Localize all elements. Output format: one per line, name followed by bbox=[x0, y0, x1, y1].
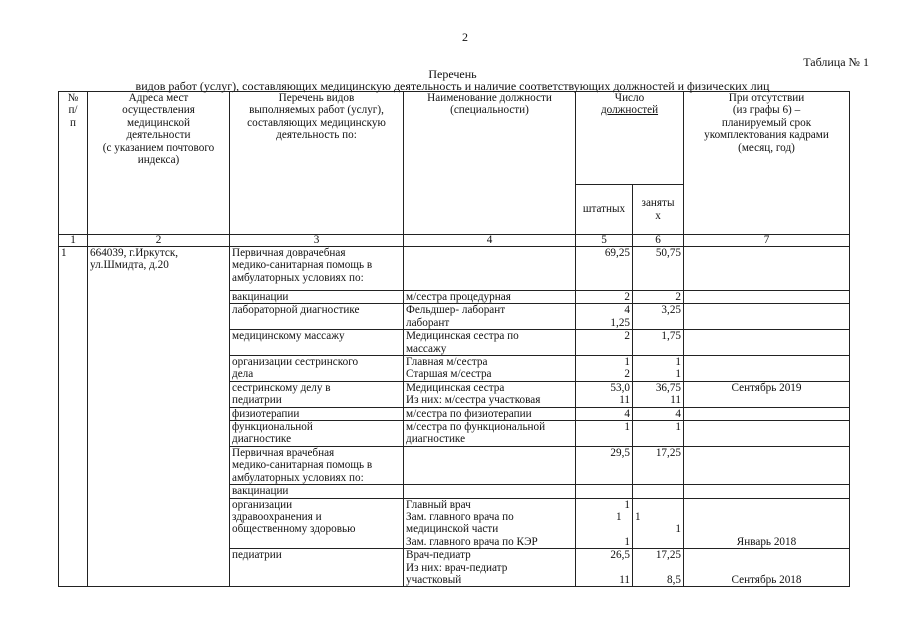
works-cell: физиотерапии bbox=[230, 407, 404, 420]
staff-cell: 1 2 bbox=[576, 356, 633, 382]
occupied-cell: 36,75 11 bbox=[633, 381, 684, 407]
column-number: 6 bbox=[633, 235, 684, 247]
column-number: 1 bbox=[59, 235, 88, 247]
works-cell: организации сестринского дела bbox=[230, 356, 404, 382]
header-occupied: заняты х bbox=[633, 185, 684, 235]
occupied-cell: 50,75 bbox=[633, 247, 684, 291]
occupied-cell: 3,25 bbox=[633, 304, 684, 330]
position-cell: Медицинская сестра Из них: м/сестра участковая bbox=[404, 381, 576, 407]
staff-cell: 4 1,25 bbox=[576, 304, 633, 330]
column-number: 3 bbox=[230, 235, 404, 247]
header-staff: штатных bbox=[576, 185, 633, 235]
term-cell bbox=[684, 446, 850, 484]
term-cell bbox=[684, 356, 850, 382]
position-cell: Врач-педиатр Из них: врач-педиатр участковый bbox=[404, 549, 576, 587]
staff-cell: 29,5 bbox=[576, 446, 633, 484]
staff-cell: 53,0 11 bbox=[576, 381, 633, 407]
term-cell: Сентябрь 2018 bbox=[684, 549, 850, 587]
term-cell bbox=[684, 247, 850, 291]
position-cell: Главная м/сестра Старшая м/сестра bbox=[404, 356, 576, 382]
occupied-cell: 2 bbox=[633, 291, 684, 304]
table-row bbox=[59, 247, 850, 291]
occupied-cell: 4 bbox=[633, 407, 684, 420]
staff-cell: 1 1 1 bbox=[576, 498, 633, 549]
occupied-cell: 17,25 8,5 bbox=[633, 549, 684, 587]
occupied-cell: 1,75 bbox=[633, 330, 684, 356]
column-number: 2 bbox=[88, 235, 230, 247]
occupied-cell bbox=[633, 485, 684, 498]
header-count-group: Число должностей bbox=[576, 92, 684, 185]
position-cell bbox=[404, 446, 576, 484]
header-position: Наименование должности (специальности) bbox=[404, 92, 576, 235]
works-cell: функциональной диагностике bbox=[230, 421, 404, 447]
header-works: Перечень видов выполняемых работ (услуг), составляющих медицинскую деятельность по: bbox=[230, 92, 404, 235]
term-cell bbox=[684, 485, 850, 498]
header-absent: При отсутствии (из графы 6) – планируемый срок укомплектования кадрами (месяц, год) bbox=[684, 92, 850, 235]
works-cell: педиатрии bbox=[230, 549, 404, 587]
staff-cell: 1 bbox=[576, 421, 633, 447]
term-cell bbox=[684, 291, 850, 304]
position-cell bbox=[404, 485, 576, 498]
staff-cell: 26,5 11 bbox=[576, 549, 633, 587]
staff-cell: 2 bbox=[576, 330, 633, 356]
works-cell: Первичная доврачебная медико-санитарная помощь в амбулаторных условиях по: bbox=[230, 247, 404, 291]
page-number: 2 bbox=[462, 30, 468, 44]
column-number: 4 bbox=[404, 235, 576, 247]
staffing-table bbox=[58, 91, 850, 587]
header-num: № п/ п bbox=[59, 92, 88, 235]
column-number: 5 bbox=[576, 235, 633, 247]
table-label: Таблица № 1 bbox=[803, 55, 869, 69]
term-cell: Январь 2018 bbox=[684, 498, 850, 549]
staff-cell: 69,25 bbox=[576, 247, 633, 291]
occupied-cell: 1 1 bbox=[633, 356, 684, 382]
works-cell: Первичная врачебная медико-санитарная помощь в амбулаторных условиях по: bbox=[230, 446, 404, 484]
staff-cell bbox=[576, 485, 633, 498]
occupied-cell: 1 bbox=[633, 421, 684, 447]
term-cell: Сентябрь 2019 bbox=[684, 381, 850, 407]
position-cell: м/сестра по физиотерапии bbox=[404, 407, 576, 420]
works-cell: вакцинации bbox=[230, 485, 404, 498]
works-cell: медицинскому массажу bbox=[230, 330, 404, 356]
works-cell: организации здравоохранения и общественному здоровью bbox=[230, 498, 404, 549]
row-number: 1 bbox=[59, 247, 88, 587]
document-subtitle: видов работ (услуг), составляющих медицинскую деятельность и наличие соответствующих должностей и физических лиц bbox=[135, 79, 770, 93]
address-cell: 664039, г.Иркутск, ул.Шмидта, д.20 bbox=[88, 247, 230, 587]
staff-cell: 2 bbox=[576, 291, 633, 304]
term-cell bbox=[684, 421, 850, 447]
position-cell: м/сестра по функциональной диагностике bbox=[404, 421, 576, 447]
position-cell bbox=[404, 247, 576, 291]
staff-cell: 4 bbox=[576, 407, 633, 420]
position-cell: Главный врач Зам. главного врача по медицинской части Зам. главного врача по КЭР bbox=[404, 498, 576, 549]
position-cell: Фельдшер- лаборант лаборант bbox=[404, 304, 576, 330]
column-number-row bbox=[59, 235, 850, 247]
position-cell: м/сестра процедурная bbox=[404, 291, 576, 304]
occupied-cell: 17,25 bbox=[633, 446, 684, 484]
document-title: Перечень bbox=[428, 67, 477, 81]
column-number: 7 bbox=[684, 235, 850, 247]
term-cell bbox=[684, 407, 850, 420]
header-address: Адреса мест осуществления медицинской деятельности (с указанием почтового индекса) bbox=[88, 92, 230, 235]
position-cell: Медицинская сестра по массажу bbox=[404, 330, 576, 356]
term-cell bbox=[684, 304, 850, 330]
table-header-row bbox=[59, 92, 850, 185]
term-cell bbox=[684, 330, 850, 356]
occupied-cell: 1 1 bbox=[633, 498, 684, 549]
works-cell: лабораторной диагностике bbox=[230, 304, 404, 330]
works-cell: сестринскому делу в педиатрии bbox=[230, 381, 404, 407]
works-cell: вакцинации bbox=[230, 291, 404, 304]
